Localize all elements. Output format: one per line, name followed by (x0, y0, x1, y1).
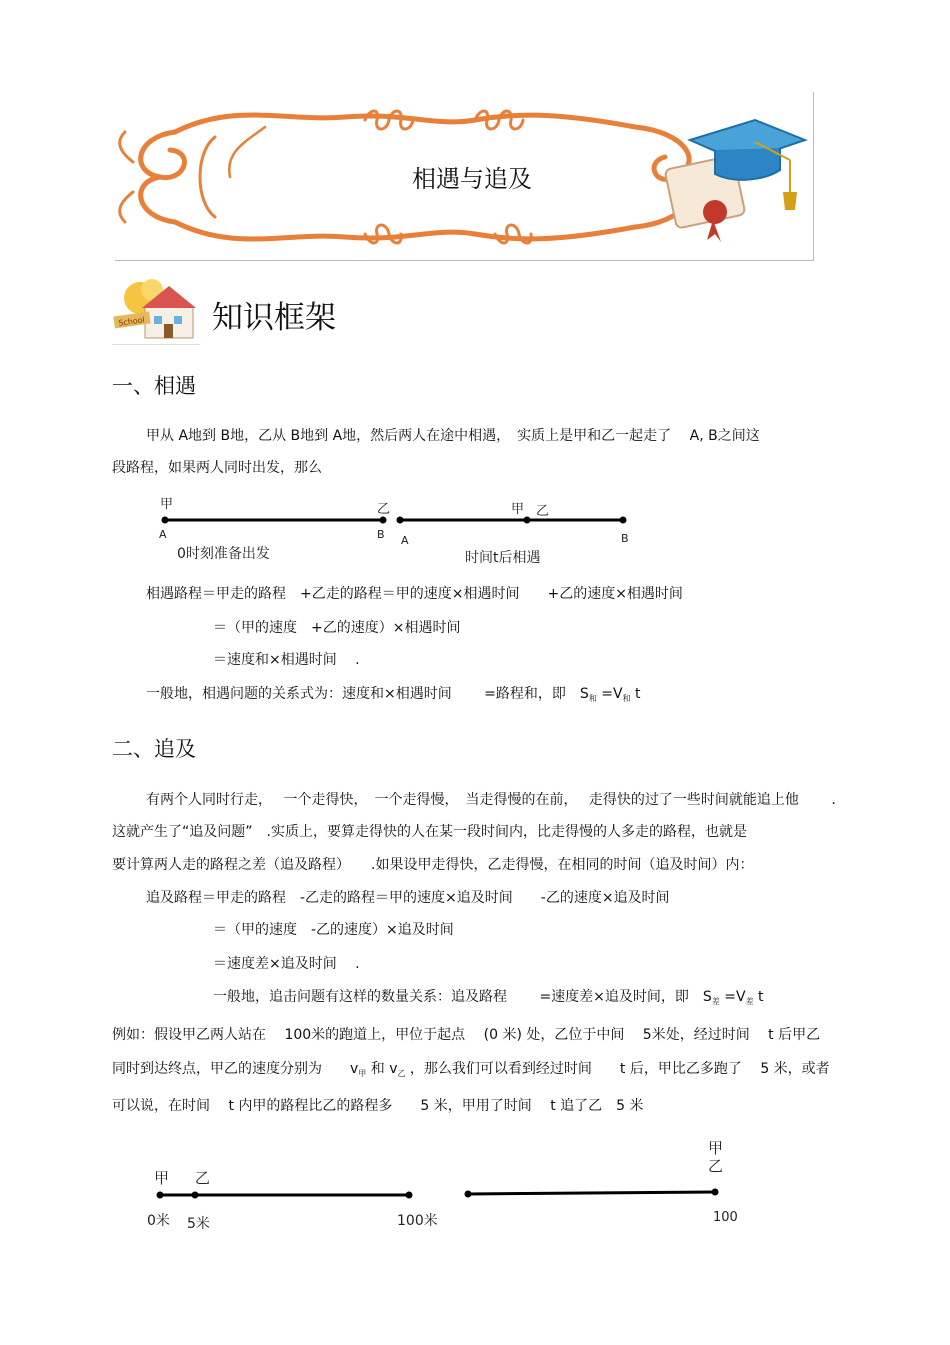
meet-left-caption: 0时刻准备出发 (177, 546, 270, 562)
meet-diagram (155, 490, 640, 570)
chase-example-line2c: ，那么我们可以看到经过时间 t 后，甲比乙多跑了 5 米，或者 (405, 1061, 830, 1077)
meet-left-B-label: B (377, 528, 385, 541)
chase-formula-3: ＝速度差×追及时间 . (213, 956, 360, 972)
meet-formula-2: ＝（甲的速度 +乙的速度）×相遇时间 (213, 620, 461, 636)
chase-paragraph-line2: 这就产生了“追及问题” .实质上，要算走得快的人在某一段时间内，比走得慢的人多走的路程，也就是 (112, 824, 747, 840)
school-sign: School (117, 315, 146, 328)
meet-left-A-label: A (159, 528, 167, 541)
title-banner (115, 92, 814, 261)
chase-example-line2 (112, 1060, 830, 1083)
chase-formula-1: 追及路程＝甲走的路程 -乙走的路程＝甲的速度×追及时间 -乙的速度×追及时间 (146, 890, 670, 906)
chase-yi-label: 乙 (195, 1169, 211, 1187)
chase-general-sub1: 差 (711, 997, 720, 1006)
meet-paragraph-line1: 甲从 A地到 B地，乙从 B地到 A地，然后两人在途中相遇， 实质上是甲和乙一起走了 A, B之间这 (146, 428, 760, 444)
chase-formula-2: ＝（甲的速度 -乙的速度）×追及时间 (213, 922, 454, 938)
chase-example-sub-jia: 甲 (358, 1069, 367, 1078)
meet-paragraph-line2: 段路程，如果两人同时出发，那么 (112, 460, 322, 476)
chase-end-jia-label: 甲 (708, 1139, 724, 1157)
meet-right-caption: 时间t后相遇 (465, 550, 541, 566)
chase-example-sub-yi: 乙 (397, 1069, 406, 1078)
chase-general-S: S (702, 989, 712, 1005)
chase-general-t: t (753, 989, 764, 1005)
meet-right-B-label: B (621, 532, 629, 545)
meet-left-jia-label: 甲 (160, 497, 174, 512)
meet-right-A-label: A (401, 534, 409, 547)
chase-end-yi-label: 乙 (708, 1157, 724, 1175)
chase-heading: 二、追及 (112, 737, 196, 761)
meet-right-jia-label: 甲 (511, 502, 525, 517)
meet-left-yi-label: 乙 (377, 502, 391, 517)
meet-formula-3: ＝速度和×相遇时间 . (213, 652, 360, 668)
chase-hundred-left-label: 100米 (397, 1213, 438, 1229)
meet-right-yi-label: 乙 (536, 504, 550, 519)
banner-title: 相遇与追及 (412, 165, 532, 193)
meet-formula-1: 相遇路程＝甲走的路程 +乙走的路程＝甲的速度×相遇时间 +乙的速度×相遇时间 (146, 586, 683, 602)
chase-example-line3: 可以说，在时间 t 内甲的路程比乙的路程多 5 米，甲用了时间 t 追了乙 5 米 (112, 1098, 644, 1114)
meet-general-relation (146, 685, 641, 708)
chase-general-sub2: 差 (745, 997, 754, 1006)
meet-general-mid: =V (596, 686, 623, 702)
chase-paragraph-line1: 有两个人同时行走， 一个走得快， 一个走得慢， 当走得慢的在前， 走得快的过了一些时间就能追上他 . (146, 792, 836, 808)
chase-example-line2b: 和 v (366, 1061, 398, 1077)
chase-example-line1: 例如：假设甲乙两人站在 100米的跑道上，甲位于起点 (0 米) 处，乙位于中间 5米处，经过时间 t 后甲乙 (112, 1027, 821, 1043)
school-house-icon (112, 276, 200, 345)
meet-general-t: t (630, 686, 641, 702)
chase-general-mid: =V (719, 989, 746, 1005)
meet-general-sub2: 和 (622, 694, 631, 703)
meet-general-sub1: 和 (588, 694, 597, 703)
chase-diagram (145, 1135, 745, 1235)
chase-general-relation (213, 988, 764, 1011)
section-title: 知识框架 (212, 300, 336, 336)
chase-jia-label: 甲 (154, 1169, 170, 1187)
chase-example-line2a: 同时到达终点，甲乙的速度分别为 v (112, 1061, 359, 1077)
meet-heading: 一、相遇 (112, 374, 196, 398)
chase-zero-label: 0米 (147, 1213, 170, 1229)
chase-hundred-right-label: 100 (713, 1210, 738, 1225)
chase-general-prefix: 一般地，追击问题有这样的数量关系：追及路程 =速度差×追及时间，即 (213, 989, 689, 1005)
chase-paragraph-line3: 要计算两人走的路程之差（追及路程） .如果设甲走得快，乙走得慢，在相同的时间（追及时间）内： (112, 857, 754, 873)
meet-general-S: S (579, 686, 589, 702)
chase-five-label: 5米 (187, 1216, 210, 1232)
meet-general-prefix: 一般地，相遇问题的关系式为：速度和×相遇时间 =路程和，即 (146, 686, 566, 702)
